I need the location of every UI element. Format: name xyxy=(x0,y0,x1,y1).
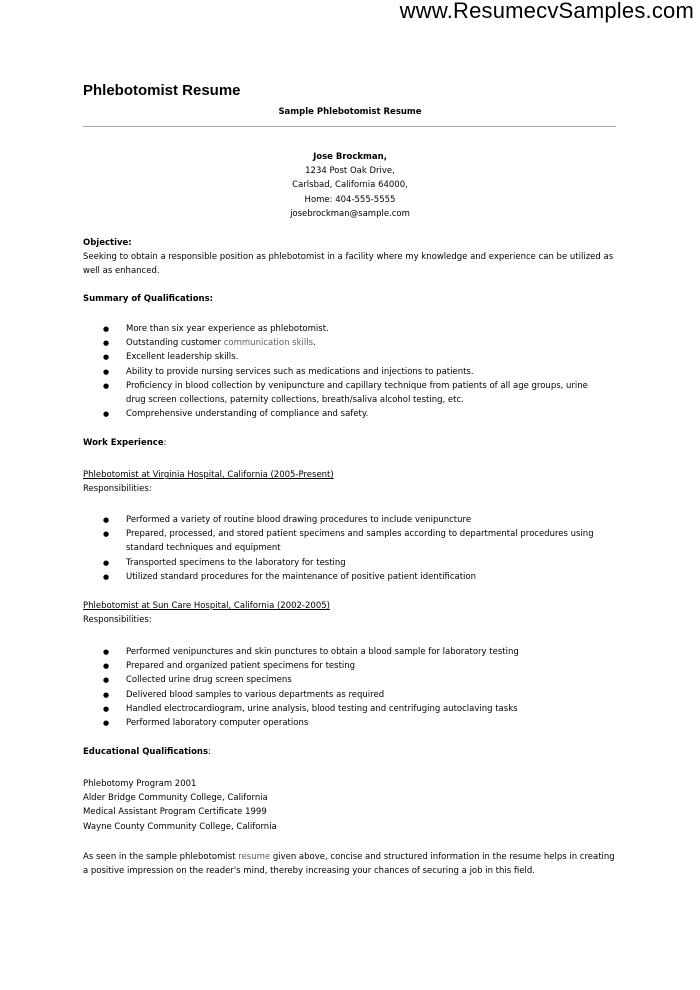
job1-responsibilities-list xyxy=(83,513,603,584)
list-item: ● Ability to provide nursing services such as medications and injections to patients. xyxy=(83,365,603,379)
education-line: Medical Assistant Program Certificate 1999 xyxy=(83,807,267,818)
list-item-text: Outstanding customer xyxy=(126,338,224,349)
list-item-text: . xyxy=(313,338,316,349)
responsibilities-label: Responsibilities: xyxy=(83,484,152,494)
education-heading xyxy=(83,747,211,757)
job2-responsibilities-list xyxy=(83,645,603,730)
closing-text: As seen in the sample phlebotomist xyxy=(83,852,239,862)
summary-list xyxy=(83,322,603,421)
closing-paragraph xyxy=(83,850,621,878)
list-item: ● Handled electrocardiogram, urine analysis, blood testing and centrifuging autoclaving tasks xyxy=(83,702,603,716)
list-item: ● Performed a variety of routine blood drawing procedures to include venipuncture xyxy=(83,513,603,527)
summary-heading: Summary of Qualifications: xyxy=(83,294,214,304)
header-divider xyxy=(83,126,616,127)
contact-phone: Home: 404-555-5555 xyxy=(304,194,396,205)
resume-subtitle: Sample Phlebotomist Resume xyxy=(278,107,422,117)
contact-block xyxy=(0,150,700,221)
resume-link[interactable]: resume xyxy=(238,852,271,862)
resume-title: Phlebotomist Resume xyxy=(83,82,241,99)
job-title-sun-care: Phlebotomist at Sun Care Hospital, California (2002-2005) xyxy=(83,601,330,611)
contact-address-line2: Carlsbad, California 64000, xyxy=(292,180,408,191)
work-experience-heading xyxy=(83,438,166,448)
list-item: ● Utilized standard procedures for the maintenance of positive patient identification xyxy=(83,570,603,584)
heading-colon: : xyxy=(163,438,167,448)
list-item: ● Delivered blood samples to various departments as required xyxy=(83,688,603,702)
list-item: ● Comprehensive understanding of compliance and safety. xyxy=(83,407,603,421)
list-item: ● Excellent leadership skills. xyxy=(83,350,603,364)
contact-name: Jose Brockman, xyxy=(313,152,387,162)
education-line: Alder Bridge Community College, California xyxy=(83,793,268,804)
heading-colon: : xyxy=(208,747,211,757)
list-item: ● More than six year experience as phlebotomist. xyxy=(83,322,603,336)
list-item: ● Proficiency in blood collection by venipuncture and capillary technique from patients of all age groups, urine drug screen collections, paternity collections, breath/saliva alcohol testing, etc. xyxy=(83,379,603,407)
list-item: ● Performed venipunctures and skin punctures to obtain a blood sample for laboratory testing xyxy=(83,645,603,659)
closing-text: given above, concise and structured information in the resume helps in creating a positive impression on the reader's mind, thereby increasing your chances of securing a job in this field. xyxy=(83,852,615,877)
communication-skills-link[interactable]: communication skills xyxy=(223,338,314,349)
education-line: Phlebotomy Program 2001 xyxy=(83,779,197,789)
education-list xyxy=(83,777,277,834)
objective-text: Seeking to obtain a responsible position as phlebotomist in a facility where my knowledge and experience can be utilized as well as enhanced. xyxy=(83,252,614,277)
list-item: ● Performed laboratory computer operations xyxy=(83,716,603,730)
list-item: ● Collected urine drug screen specimens xyxy=(83,673,603,687)
list-item: ● Transported specimens to the laboratory for testing xyxy=(83,556,603,570)
job-title-virginia: Phlebotomist at Virginia Hospital, California (2005-Present) xyxy=(83,470,334,480)
list-item: ● Prepared and organized patient specimens for testing xyxy=(83,659,603,673)
responsibilities-label: Responsibilities: xyxy=(83,615,152,625)
site-url[interactable]: www.ResumecvSamples.com xyxy=(399,0,694,23)
contact-email: josebrockman@sample.com xyxy=(290,208,410,219)
list-item xyxy=(83,336,603,350)
contact-address-line1: 1234 Post Oak Drive, xyxy=(305,166,395,177)
objective-heading: Objective: xyxy=(83,238,132,248)
list-item: ● Prepared, processed, and stored patient specimens and samples according to departmental procedures using standard techniques and equipment xyxy=(83,527,603,555)
education-heading-text: Educational Qualifications xyxy=(83,747,209,757)
education-line: Wayne County Community College, California xyxy=(83,821,277,832)
work-experience-heading-text: Work Experience xyxy=(83,438,164,448)
